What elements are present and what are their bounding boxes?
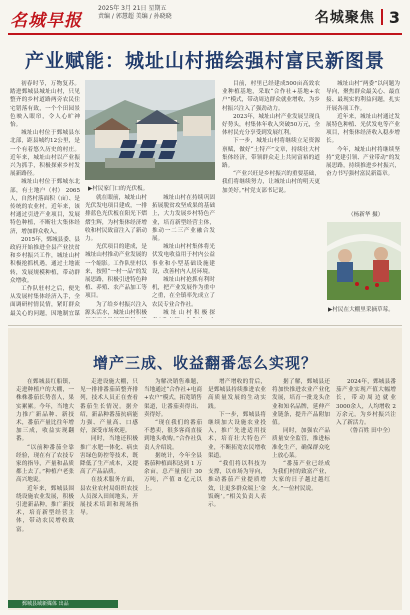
paragraph: 据统计，今年全县番茄种植面积达到 1 万余亩，总产量预计 30 万吨，产值 8 亿元以上。 bbox=[144, 452, 202, 492]
photo-caption-bottom: ▶村民在大棚里采摘草莓。 bbox=[328, 307, 394, 313]
page-number: 3 bbox=[388, 7, 400, 27]
article2-column-5 bbox=[272, 378, 330, 600]
solar-village-photo bbox=[85, 80, 215, 180]
article-divider bbox=[8, 325, 402, 326]
paragraph: 目前，村里已经建成500亩高效农业种植基地，采取“合作社+基地+农户”模式，带动周边群众就业增收，为乡村振兴注入了强劲动力。 bbox=[222, 81, 320, 112]
paragraph: 初春时节，万物复苏。踏进鄄城县城址山村，只见整齐的乡村道路两旁农民住宅错落有致，一个个田园景色映入眼帘，令人心旷神怡。 bbox=[10, 81, 80, 129]
paragraph: 城址山村村集体将光伏发电收益用于村内公益事业和小型基础设施建设，改善村内人居环境。 bbox=[152, 244, 215, 275]
paragraph: 城址山村在持续巩固拓展脱贫攻坚成果的基础上，大力发展乡村特色产业，培育新型经营主体，推动一二三产业融合发展。 bbox=[152, 195, 215, 243]
article2-column-3 bbox=[144, 378, 202, 600]
article2-column-1 bbox=[16, 378, 74, 600]
photo-caption-top: ▶村民家门口的光伏板。 bbox=[88, 186, 149, 192]
paragraph: 近年来，城址山村通过发展特色种植、光伏发电等产业项目，村集体经济收入稳步增长。 bbox=[326, 113, 400, 145]
paragraph: （鲁百姓 田中全） bbox=[347, 428, 394, 435]
paragraph: 城址山村积极探 bbox=[163, 309, 215, 316]
paragraph: 在技术服务方面，县农业农村局组织农技人员深入田间地头，开展技术培训和现场指导。 bbox=[80, 477, 138, 517]
paragraph: “我们将以科技为支撑，以市场为导向，推动番茄产业提质增效，让更多群众端上‘金饭碗’。”相关负责人表示。 bbox=[208, 461, 266, 509]
paragraph: 为解决销售难题，当地通过“合作社+电商+农户”模式，拓宽销售渠道，让番茄卖得出、卖得好。 bbox=[144, 379, 202, 418]
strawberry-greenhouse-photo bbox=[327, 222, 401, 300]
paragraph: 2015年，鄄城县委、县政府开始推进全县产业扶贫和乡村振兴工作，城址山村积极抢抓机遇，通过土地流转，发展规模种植，带动群众增收。 bbox=[10, 236, 80, 284]
paragraph: 今年，城址山村将继续坚持“党建引领、产业带动”的发展思路，持续推进乡村振兴，奋力书写强村富民新篇章。 bbox=[326, 146, 400, 178]
paragraph: 近年来，鄄城县围绕设施农业发展，积极引进新品种，推广新技术，培育新型经营主体，带动农民增收致富。 bbox=[16, 485, 74, 533]
paragraph: 就在眼前，城址山村光伏发电项目建成，一排排蓝色光伏板在阳光下熠熠生辉，为村集体经济增收和村民致富注入了新动力。 bbox=[85, 195, 147, 243]
paragraph: 城址山村位于鄄城县东北部，距县城约12公里，是一个有着悠久历史的村庄。近年来，城址山村以产业振兴为抓手，积极探索乡村发展新路径。 bbox=[10, 130, 80, 178]
paragraph: 城址山村“两委”以问题为导向，聚焦群众最关心、最直接、最现实的利益问题，扎实开展各项工作。 bbox=[326, 81, 400, 112]
paragraph: “现在我们的番茄不愁卖，很多客商直接到地头收购。”合作社负责人介绍说。 bbox=[144, 420, 202, 451]
section-header bbox=[315, 6, 400, 28]
paragraph: 同时，加强农产品质量安全监管，推进标准化生产，确保群众吃上放心菜。 bbox=[272, 428, 330, 459]
article1-column-5 bbox=[326, 80, 400, 208]
paragraph: 光伏项目的建成，是城址山村推动产业发展的一个缩影。工作队驻村以来，按照“一村一品”的发展思路，积极引进特色种植、养殖、农产品加工等项目。 bbox=[85, 244, 147, 300]
article1-column-1 bbox=[10, 80, 80, 318]
article1-column-2 bbox=[85, 194, 147, 318]
paragraph: 据了解，鄄城县还将加快推进农业产业化发展，培育一批龙头企业和知名品牌，延伸产业链条，提升产品附加值。 bbox=[272, 379, 330, 427]
greenhouse-illustration bbox=[327, 222, 401, 300]
article1-column-3 bbox=[152, 194, 215, 318]
paragraph: 2023年，城址山村产业发展呈现良好势头，村集体年收入突破50万元，全体村民充分享受到发展红利。 bbox=[222, 113, 320, 137]
article2-headline: 增产三成、收益翻番怎么实现？ bbox=[92, 354, 317, 372]
masthead-rule bbox=[8, 33, 402, 35]
newspaper-logo: 名城早报 bbox=[10, 11, 82, 31]
paragraph: 下一步，城址山村将继续立足资源禀赋，做好“土特产”文章，持续壮大村集体经济，带领群众走上共同富裕的道路。 bbox=[222, 138, 320, 170]
footer-strip bbox=[8, 600, 118, 608]
solar-village-illustration bbox=[85, 80, 215, 180]
paragraph: 同时，当地还积极推广水肥一体化、病虫害绿色防控等技术，既降低了生产成本，又提高了产品品质。 bbox=[80, 436, 138, 476]
paragraph: 增产增收的背后，是鄄城县持续推进农业高质量发展的生动实践。 bbox=[208, 379, 266, 410]
article1-headline: 产业赋能：城址山村描绘强村富民新图景 bbox=[24, 50, 385, 72]
paragraph: 城址山村位于鄄城东北部，有土地户（村） 2065人，自然村落面积（亩）、是传统的农业村。近年来，该村通过引进产业项目，发展特色种植，不断壮大集体经济，增加群众收入。 bbox=[10, 179, 80, 235]
masthead bbox=[0, 0, 410, 34]
photo-credit: （杨新华 摄） bbox=[348, 212, 384, 218]
paragraph: “番茄产业已经成为我们村的致富产业，大家的日子越过越红火。”一位村民说。 bbox=[272, 461, 330, 492]
section-name: 名城聚焦 bbox=[314, 10, 375, 26]
article2-column-2 bbox=[80, 378, 138, 600]
paragraph: 城址山村抢抓有利时机，把产业发展作为重中之重，在全镇率先成立了农民专业合作社。 bbox=[152, 277, 215, 308]
paragraph: “产业兴旺是乡村振兴的重要基础，我们将继续努力，让城址山村的明天更加美好。”村党支部书记说。 bbox=[222, 171, 320, 194]
paragraph: “以前种番茄全靠经验，现在有了农技专家的指导，产量和品质都上去了。”种植户老张高兴地说。 bbox=[16, 444, 74, 484]
paragraph: 在鄄城县红船镇，走进种植户的大棚，一株株番茄长势喜人，果实累累。今年，当地大力推广新品种、新技术，番茄产量比往年增加三成，收益实现翻番。 bbox=[16, 379, 74, 443]
paragraph: 工作队驻村之后，便先从发展村集体经济入手，全面调研村情民情，紧盯群众最关心的问题，因地制宜谋 bbox=[10, 286, 80, 317]
article2-column-4 bbox=[208, 378, 266, 600]
paragraph: 走进设施大棚，只见一排排番茄苗整齐排列，技术人员正在查看番茄生长情况。据介绍，新品种番茄抗病能力强、产量高、口感好，深受市场欢迎。 bbox=[80, 379, 138, 435]
issue-info bbox=[98, 5, 172, 21]
section-divider bbox=[381, 9, 383, 25]
editor-line: 责编 / 郭慧超 美编 / 孙晓晓 bbox=[98, 13, 172, 20]
issue-date: 2025年 3月 21日 星期五 bbox=[98, 5, 167, 12]
article1-column-4 bbox=[222, 80, 320, 318]
paragraph: 为了给乡村振兴注入源头活水，城址山村积极 bbox=[85, 301, 147, 316]
paragraph: 下一步，鄄城县将继续加大设施农业投入，推广先进适用技术，培育壮大特色产业，不断拓宽农民增收渠道。 bbox=[208, 411, 266, 459]
paragraph: 2024年，鄄城县番茄产业实现产值大幅增长，带动周边就业 3000余人，人均增收 2 万余元，为乡村振兴注入了新活力。 bbox=[336, 379, 396, 427]
footer-strip-text: 鄄城县域新媒体 出品 bbox=[22, 601, 69, 607]
article2-column-6 bbox=[336, 378, 396, 600]
